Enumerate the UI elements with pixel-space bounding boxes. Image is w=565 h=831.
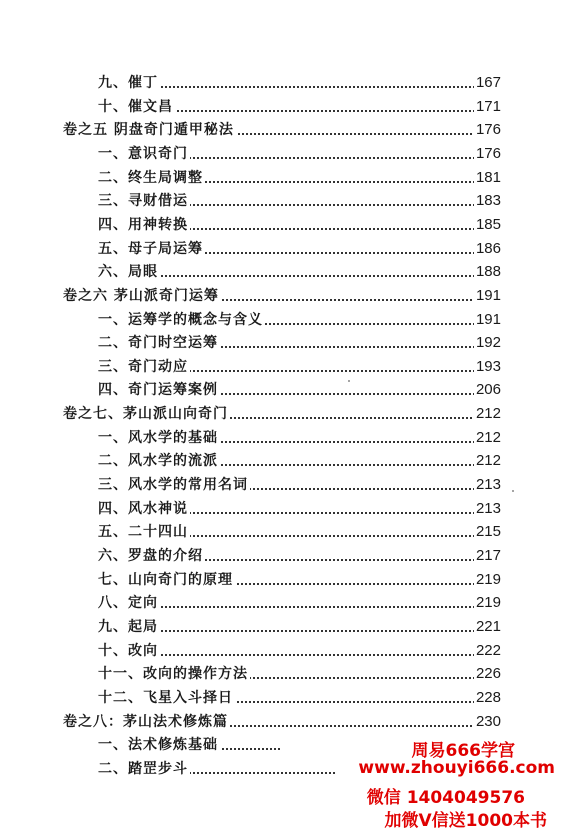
toc-entry xyxy=(0,616,565,638)
toc-entry-title: 卷之六 茅山派奇门运筹 xyxy=(63,285,221,307)
toc-entry-page: 226 xyxy=(474,663,501,685)
toc-entry-title: 三、奇门动应 xyxy=(98,356,190,378)
toc-entry xyxy=(0,190,565,212)
toc-entry xyxy=(0,261,565,283)
toc-entry-page: 167 xyxy=(474,72,501,94)
toc-entry xyxy=(0,214,565,236)
toc-entry-title: 九、催丁 xyxy=(98,72,160,94)
toc-entry-title: 十一、改向的操作方法 xyxy=(98,663,250,685)
toc-entry xyxy=(0,238,565,260)
toc-entry-page: 212 xyxy=(474,403,501,425)
toc-entry-page: 183 xyxy=(474,190,501,212)
toc-entry-page: 192 xyxy=(474,332,501,354)
watermark-line-1: 周易666学宫 xyxy=(411,741,515,761)
toc-entry-title: 卷之七、茅山派山向奇门 xyxy=(63,403,230,425)
watermark-line-2: www.zhouyi666.com xyxy=(358,758,555,778)
toc-entry-title: 四、奇门运筹案例 xyxy=(98,379,220,401)
toc-entry-page: 171 xyxy=(474,96,501,118)
toc-entry-page: 215 xyxy=(474,521,501,543)
toc-entry xyxy=(0,545,565,567)
toc-entry-title: 一、运筹学的概念与含义 xyxy=(98,309,265,331)
toc-entry-title: 四、用神转换 xyxy=(98,214,190,236)
toc-volume-entry xyxy=(0,285,565,307)
toc-entry xyxy=(0,663,565,685)
toc-volume-entry xyxy=(0,711,565,733)
toc-entry-page: 228 xyxy=(474,687,501,709)
toc-entry xyxy=(0,687,565,709)
toc-entry xyxy=(0,143,565,165)
toc-entry-title: 十二、飞星入斗择日 xyxy=(98,687,235,709)
toc-entry-title: 五、二十四山 xyxy=(98,521,190,543)
toc-entry xyxy=(0,427,565,449)
toc-entry-page: 191 xyxy=(474,309,501,331)
toc-entry-page: 191 xyxy=(474,285,501,307)
toc-entry xyxy=(0,569,565,591)
scan-speck xyxy=(348,380,350,382)
toc-entry-page: 213 xyxy=(474,498,501,520)
toc-entry-title: 五、母子局运筹 xyxy=(98,238,205,260)
toc-entry xyxy=(0,167,565,189)
toc-entry xyxy=(0,72,565,94)
toc-entry-page: 219 xyxy=(474,569,501,591)
toc-entry xyxy=(0,356,565,378)
toc-volume-entry xyxy=(0,403,565,425)
toc-entry-page: 176 xyxy=(474,143,501,165)
toc-entry xyxy=(0,96,565,118)
toc-entry-page: 217 xyxy=(474,545,501,567)
toc-entry xyxy=(0,498,565,520)
toc-entry xyxy=(0,474,565,496)
toc-entry-title: 七、山向奇门的原理 xyxy=(98,569,235,591)
toc-entry-page: 185 xyxy=(474,214,501,236)
toc-entry-page: 206 xyxy=(474,379,501,401)
toc-entry xyxy=(0,379,565,401)
toc-entry-title: 九、起局 xyxy=(98,616,160,638)
toc-entry-title: 六、罗盘的介绍 xyxy=(98,545,205,567)
toc-entry xyxy=(0,521,565,543)
toc-entry-title: 一、风水学的基础 xyxy=(98,427,220,449)
toc-entry-title: 二、风水学的流派 xyxy=(98,450,220,472)
toc-volume-entry xyxy=(0,119,565,141)
toc-entry-page: 176 xyxy=(474,119,501,141)
toc-entry-page: 222 xyxy=(474,640,501,662)
toc-entry-title: 一、法术修炼基础 xyxy=(98,734,220,756)
toc-entry xyxy=(0,332,565,354)
toc-entry-title: 二、踏罡步斗 xyxy=(98,758,190,780)
toc-entry-title: 四、风水神说 xyxy=(98,498,190,520)
toc-entry-title: 十、催文昌 xyxy=(98,96,175,118)
toc-entry-title: 三、风水学的常用名词 xyxy=(98,474,250,496)
toc-entry-title: 十、改向 xyxy=(98,640,160,662)
toc-entry-page: 213 xyxy=(474,474,501,496)
toc-entry-title: 卷之五 阴盘奇门遁甲秘法 xyxy=(63,119,236,141)
toc-entry-page: 212 xyxy=(474,450,501,472)
toc-entry-title: 二、终生局调整 xyxy=(98,167,205,189)
watermark-line-3: 微信 1404049576 xyxy=(366,788,525,808)
toc-entry-title: 卷之八：茅山法术修炼篇 xyxy=(63,711,230,733)
toc-entry-page: 219 xyxy=(474,592,501,614)
toc-entry-page: 188 xyxy=(474,261,501,283)
scan-speck xyxy=(512,490,514,492)
toc-entry-page: 186 xyxy=(474,238,501,260)
toc-entry-title: 一、意识奇门 xyxy=(98,143,190,165)
toc-entry-title: 六、局眼 xyxy=(98,261,160,283)
toc-entry-title: 八、定向 xyxy=(98,592,160,614)
toc-entry-title: 二、奇门时空运筹 xyxy=(98,332,220,354)
toc-entry xyxy=(0,450,565,472)
watermark-line-4: 加微V信送1000本书 xyxy=(384,811,547,831)
toc-entry-page: 221 xyxy=(474,616,501,638)
toc-entry-page: 193 xyxy=(474,356,501,378)
toc-entry-page: 212 xyxy=(474,427,501,449)
toc-entry xyxy=(0,309,565,331)
toc-entry-page: 181 xyxy=(474,167,501,189)
toc-entry xyxy=(0,592,565,614)
toc-entry xyxy=(0,640,565,662)
toc-entry-title: 三、寻财借运 xyxy=(98,190,190,212)
toc-entry-page: 230 xyxy=(474,711,501,733)
